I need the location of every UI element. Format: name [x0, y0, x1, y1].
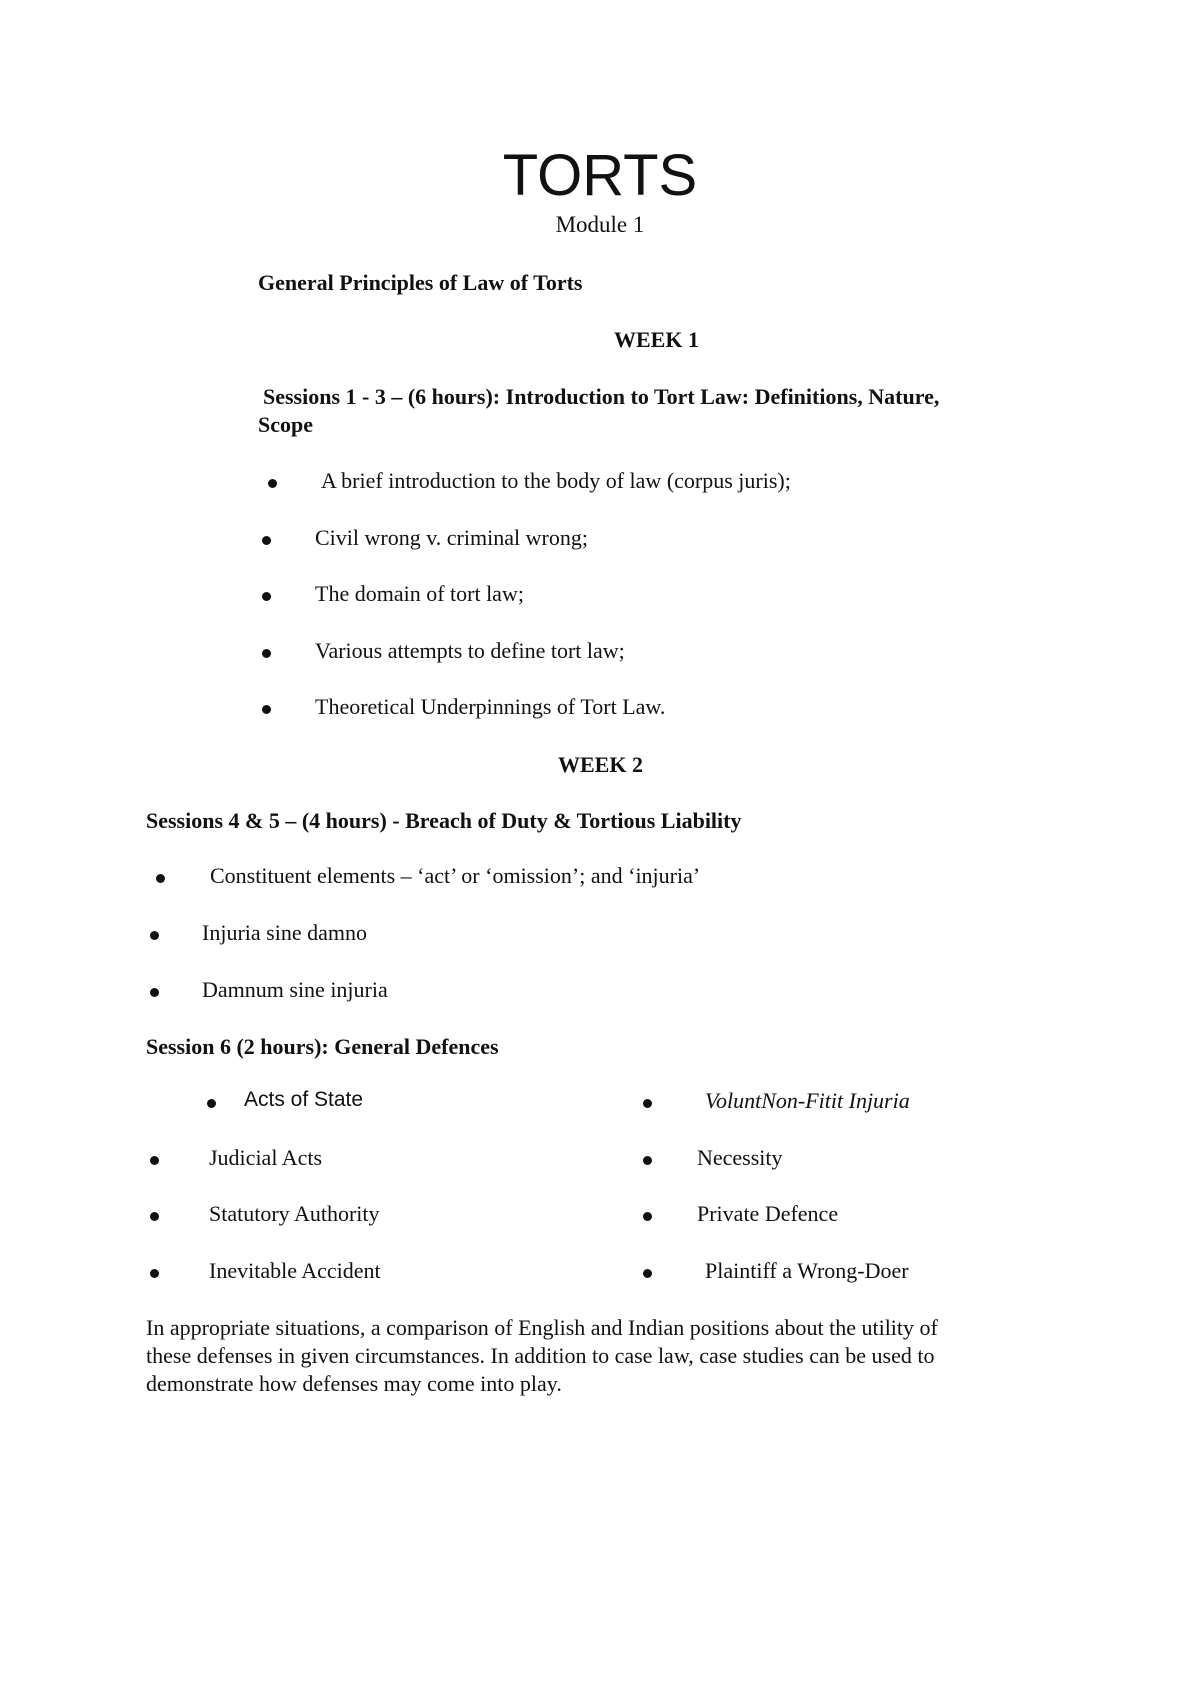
bullet-icon — [643, 1099, 652, 1108]
bullet-icon — [262, 705, 271, 714]
bullet-icon — [262, 592, 271, 601]
bullet-icon — [207, 1099, 216, 1108]
week2-session-heading: Sessions 4 & 5 – (4 hours) - Breach of Duty & Tortious Liability — [146, 808, 742, 833]
bullet-icon — [150, 1156, 159, 1165]
list-item: Various attempts to define tort law; — [315, 638, 625, 663]
module-subtitle: Module 1 — [555, 212, 645, 237]
list-item: Constituent elements – ‘act’ or ‘omission’; and ‘injuria’ — [210, 863, 701, 888]
list-item: Injuria sine damno — [202, 920, 367, 945]
bullet-icon — [150, 931, 159, 940]
list-item: Plaintiff a Wrong-Doer — [705, 1258, 909, 1283]
bullet-icon — [643, 1156, 652, 1165]
week2-label: WEEK 2 — [558, 752, 643, 777]
list-item: The domain of tort law; — [315, 581, 524, 606]
list-item: A brief introduction to the body of law (corpus juris); — [321, 468, 791, 493]
bullet-icon — [150, 1269, 159, 1278]
list-item: Civil wrong v. criminal wrong; — [315, 525, 588, 550]
list-item: Acts of State — [244, 1088, 364, 1111]
list-item: Judicial Acts — [209, 1145, 323, 1170]
section-heading: General Principles of Law of Torts — [258, 270, 583, 295]
session6-heading: Session 6 (2 hours): General Defences — [146, 1034, 499, 1059]
list-item: Inevitable Accident — [209, 1258, 381, 1283]
list-item: Private Defence — [697, 1201, 839, 1226]
document-title: TORTS — [502, 143, 698, 208]
bullet-icon — [643, 1269, 652, 1278]
bullet-icon — [150, 988, 159, 997]
list-item: Theoretical Underpinnings of Tort Law. — [315, 694, 666, 719]
week1-session-heading-cont: Scope — [258, 412, 313, 437]
bullet-icon — [643, 1212, 652, 1221]
bullet-icon — [156, 874, 165, 883]
paragraph-line: In appropriate situations, a comparison of English and Indian positions about the utility of — [146, 1315, 938, 1340]
bullet-icon — [268, 479, 277, 488]
paragraph-line: demonstrate how defenses may come into play. — [146, 1371, 562, 1396]
list-item: Necessity — [697, 1145, 783, 1170]
list-item: VoluntNon-Fitit Injuria — [705, 1088, 910, 1113]
bullet-icon — [262, 649, 271, 658]
bullet-icon — [262, 536, 271, 545]
list-item: Damnum sine injuria — [202, 977, 388, 1002]
list-item: Statutory Authority — [209, 1201, 380, 1226]
bullet-icon — [150, 1212, 159, 1221]
paragraph-line: these defenses in given circumstances. In addition to case law, case studies can be used to — [146, 1343, 935, 1368]
week1-label: WEEK 1 — [614, 327, 699, 352]
week1-session-heading: Sessions 1 - 3 – (6 hours): Introduction to Tort Law: Definitions, Nature, — [263, 384, 940, 409]
